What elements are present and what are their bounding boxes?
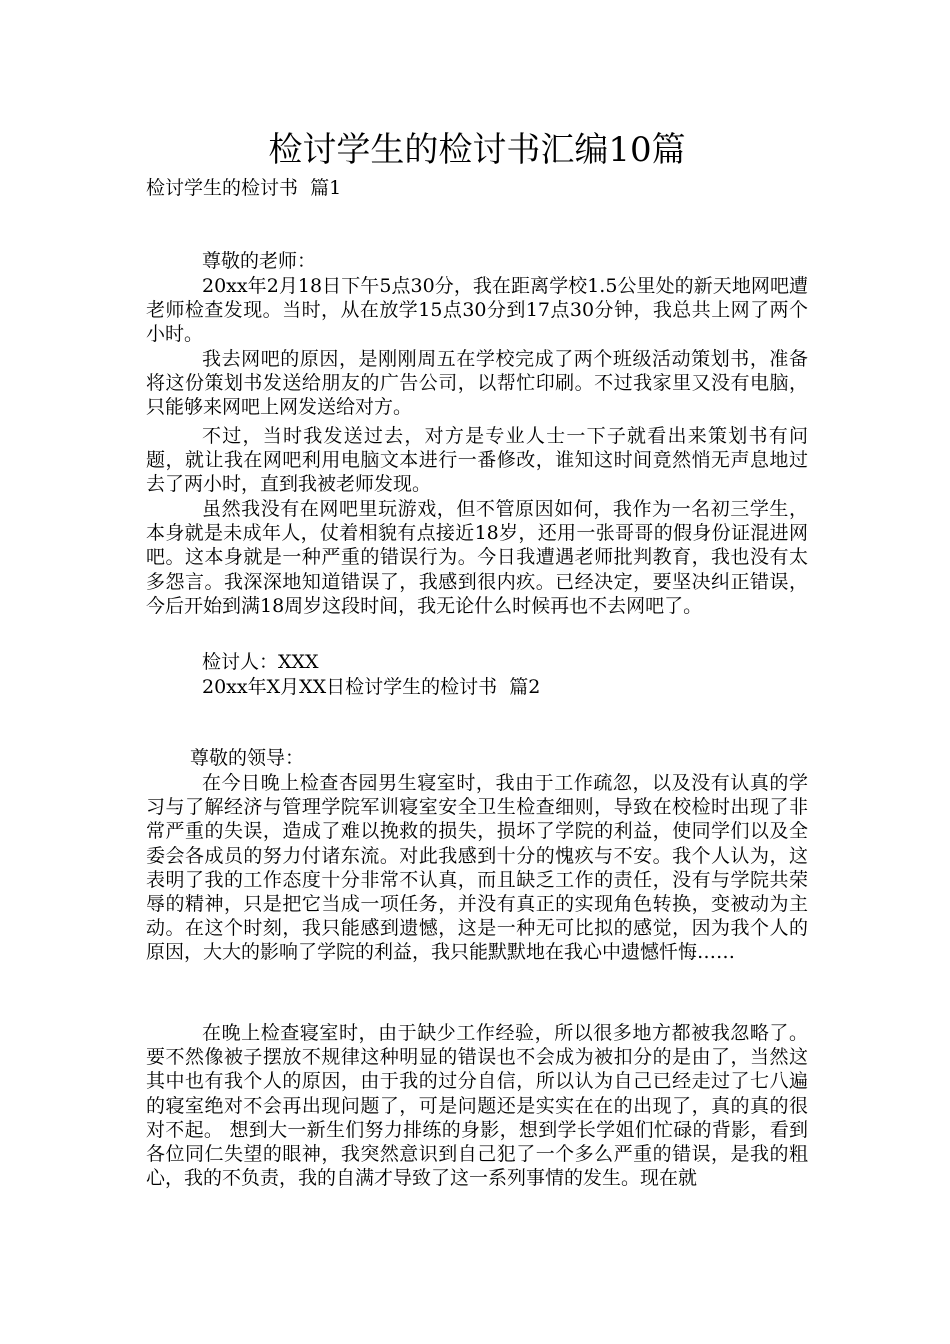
section-1-date-and-section-2-heading: 20xx年X月XX日检讨学生的检讨书 篇2 <box>202 676 541 698</box>
document-title: 检讨学生的检讨书汇编10篇 <box>268 130 686 170</box>
section-2-salutation: 尊敬的领导： <box>190 747 305 769</box>
section-1-heading: 检讨学生的检讨书 篇1 <box>146 177 342 199</box>
section-2-paragraph-1: 在今日晚上检查杏园男生寝室时，我由于工作疏忽，以及没有认真的学习与了解经济与管理学院军训寝室安全卫生检查细则，导致在校检时出现了非常严重的失误，造成了难以挽救的损失，损坏了学院的利益，使同学们以及全委会各成员的努力付诸东流。对此我感到十分的愧疚与不安。我个人认为，这表明了我的工作态度十分非常不认真，而且缺乏工作的责任，没有与学院共荣辱的精神，只是把它当成一项任务，并没有真正的实现角色转换，变被动为主动。在这个时刻，我只能感到遗憾，这是一种无可比拟的感觉，因为我个人的原因，大大的影响了学院的利益，我只能默默地在我心中遗憾忏悔…… <box>146 772 808 964</box>
section-1-signature: 检讨人：XXX <box>202 651 319 673</box>
section-1-salutation: 尊敬的老师： <box>202 250 317 272</box>
section-1-paragraph-1: 20xx年2月18日下午5点30分，我在距离学校1.5公里处的新天地网吧遭老师检查发现。当时，从在放学15点30分到17点30分钟，我总共上网了两个小时。 <box>146 275 808 346</box>
section-1-paragraph-2: 我去网吧的原因，是刚刚周五在学校完成了两个班级活动策划书，准备将这份策划书发送给朋友的广告公司，以帮忙印刷。不过我家里又没有电脑，只能够来网吧上网发送给对方。 <box>146 348 808 419</box>
section-1-paragraph-3: 不过，当时我发送过去，对方是专业人士一下子就看出来策划书有问题，就让我在网吧利用电脑文本进行一番修改，谁知这时间竟然悄无声息地过去了两小时，直到我被老师发现。 <box>146 425 808 496</box>
section-1-paragraph-4: 虽然我没有在网吧里玩游戏，但不管原因如何，我作为一名初三学生，本身就是未成年人，仗着相貌有点接近18岁，还用一张哥哥的假身份证混进网吧。这本身就是一种严重的错误行为。今日我遭遇老师批判教育，我也没有太多怨言。我深深地知道错误了，我感到很内疚。已经决定，要坚决纠正错误，今后开始到满18周岁这段时间，我无论什么时候再也不去网吧了。 <box>146 498 808 617</box>
section-2-paragraph-2: 在晚上检查寝室时，由于缺少工作经验，所以很多地方都被我忽略了。要不然像被子摆放不规律这种明显的错误也不会成为被扣分的是由了，当然这其中也有我个人的原因，由于我的过分自信，所以认为自己已经走过了七八遍的寝室绝对不会再出现问题了，可是问题还是实实在在的出现了，真的真的很对不起。 想到大一新生们努力排练的身影，想到学长学姐们忙碌的背影，看到各位同仁失望的眼神，我突然意识到自己犯了一个多么严重的错误，是我的粗心，我的不负责，我的自满才导致了这一系列事情的发生。现在就 <box>146 1022 808 1190</box>
